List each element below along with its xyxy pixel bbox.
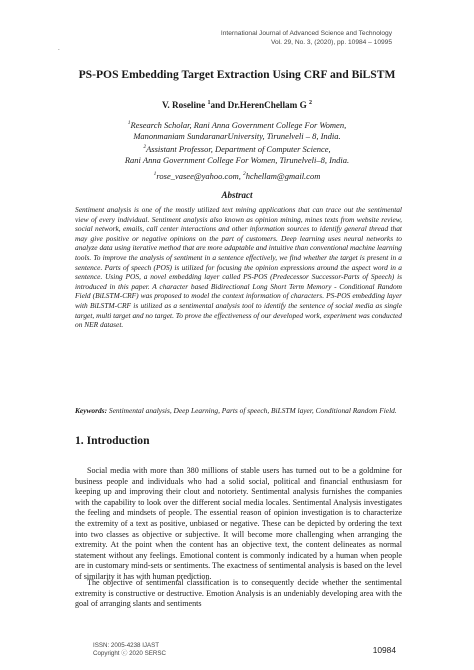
- email-2: hchellam@gmail.com: [245, 170, 321, 181]
- footer: [93, 642, 166, 658]
- body-paragraph-2: The objective of sentimental classification is to consequently decide whether the sentimental extremity is constructive or destructive. Emotion Analysis is an undeniably developing area with the goal of arranging slants and sentiments: [75, 578, 402, 609]
- keywords: [75, 406, 402, 416]
- keywords-text: Sentimental analysis, Deep Learning, Parts of speech, BiLSTM layer, Conditional Random Field.: [107, 406, 397, 415]
- affiliation-1-text: Research Scholar, Rani Anna Government College For Women,: [130, 119, 347, 130]
- affiliations: [0, 118, 474, 166]
- email-2-sup: 2: [242, 171, 246, 177]
- journal-header: [221, 29, 392, 47]
- body-paragraph-1: Social media with more than 380 millions of stable users has turned out to be a goldmine for business people and individuals who had a solid social, political and financial enthusiasm for keeping up and improving their clout and notoriety. Sentimental analysis furnishes the companies with the capability to look over the different social media locales. Sentimental Analysis investigates the feeling and mindsets of people. The essential reason of opinion investigation is to characterize the extremity of a text as positive, unbiased or negative. These can be depicted by ordering the text into two classes as objective or subjective. It will become more challenging when arranging the extremity. At the point when the content has an objective text, the content delineates as normal statement without any feelings. Emotional content is commonly indicated by a human when people are in customary mind-sets or sentiments. The exactness of sentimental analysis is based on the level of similarity it has with human prediction.: [75, 466, 402, 581]
- email-line: [0, 169, 474, 182]
- affiliation-2-line-2: Rani Anna Government College For Women, Tirunelveli–8, India.: [124, 155, 350, 166]
- author-1: V. Roseline: [161, 100, 208, 111]
- affiliation-1-sup: 1: [127, 120, 131, 126]
- margin-mark: .: [58, 44, 60, 52]
- page-number: 10984: [372, 645, 396, 655]
- affiliation-1-line-2: Manonmaniam SundaranarUniversity, Tirunelveli – 8, India.: [133, 131, 341, 142]
- abstract-text: Sentiment analysis is one of the mostly utilized text mining applications that can trace out the sentimental view of every individual. Sentiment analysis also known as opinion mining, mines texts from website review, social network, emails, call center interactions and other information sources to identify general thread that may give positive or negative opinions on the part of customers. Deep learning uses neural networks to analyze data using iterative method that are more adaptable and intuitive than conventional machine learning tools. To improve the analysis of sentiment in a sentence effectively, we find whether the target is present in a sentence. Parts of speech (POS) is utilized for focusing the opinion expressions around the aspect word in a sentence. Using POS, a novel embedding layer called PS-POS (Predecessor Successor-Parts of Speech) is introduced in this paper. A character based Bidirectional Long Short Term Memory - Conditional Random Field (BiLSTM-CRF) was proposed to model the context information of characters. PS-POS embedding layer with BiLSTM-CRF is utilized as a sentimental analysis tool to identify the sentence of social media as single target, multi target and no target. To prove the effectiveness of our developed work, experiment was conducted on NER dataset.: [75, 205, 402, 330]
- paper-title: PS-POS Embedding Target Extraction Using CRF and BiLSTM: [78, 68, 396, 81]
- affiliation-2-text: Assistant Professor, Department of Computer Science,: [146, 144, 331, 155]
- journal-volume: Vol. 29, No. 3, (2020), pp. 10984 – 10995: [271, 39, 392, 46]
- author-2: and Dr.HerenChellam G: [210, 100, 310, 111]
- affiliation-2-sup: 2: [143, 144, 147, 151]
- affiliation-1-line-1: [0, 118, 474, 131]
- keywords-label: Keywords:: [75, 406, 108, 415]
- author-1-sup: 1: [207, 100, 211, 106]
- author-line: [0, 100, 474, 110]
- section-heading: 1. Introduction: [75, 434, 150, 447]
- author-2-sup: 2: [309, 100, 313, 106]
- email-1-sup: 1: [153, 171, 157, 177]
- affiliation-2-line-1: [0, 142, 474, 155]
- journal-name: International Journal of Advanced Science and Technology: [220, 30, 392, 37]
- footer-issn: ISSN: 2005-4238 IJAST: [93, 642, 160, 649]
- abstract-heading: Abstract: [221, 190, 253, 200]
- email-1: rose_vasee@yahoo.com,: [156, 170, 243, 181]
- footer-copyright: Copyright ⓒ 2020 SERSC: [93, 650, 166, 657]
